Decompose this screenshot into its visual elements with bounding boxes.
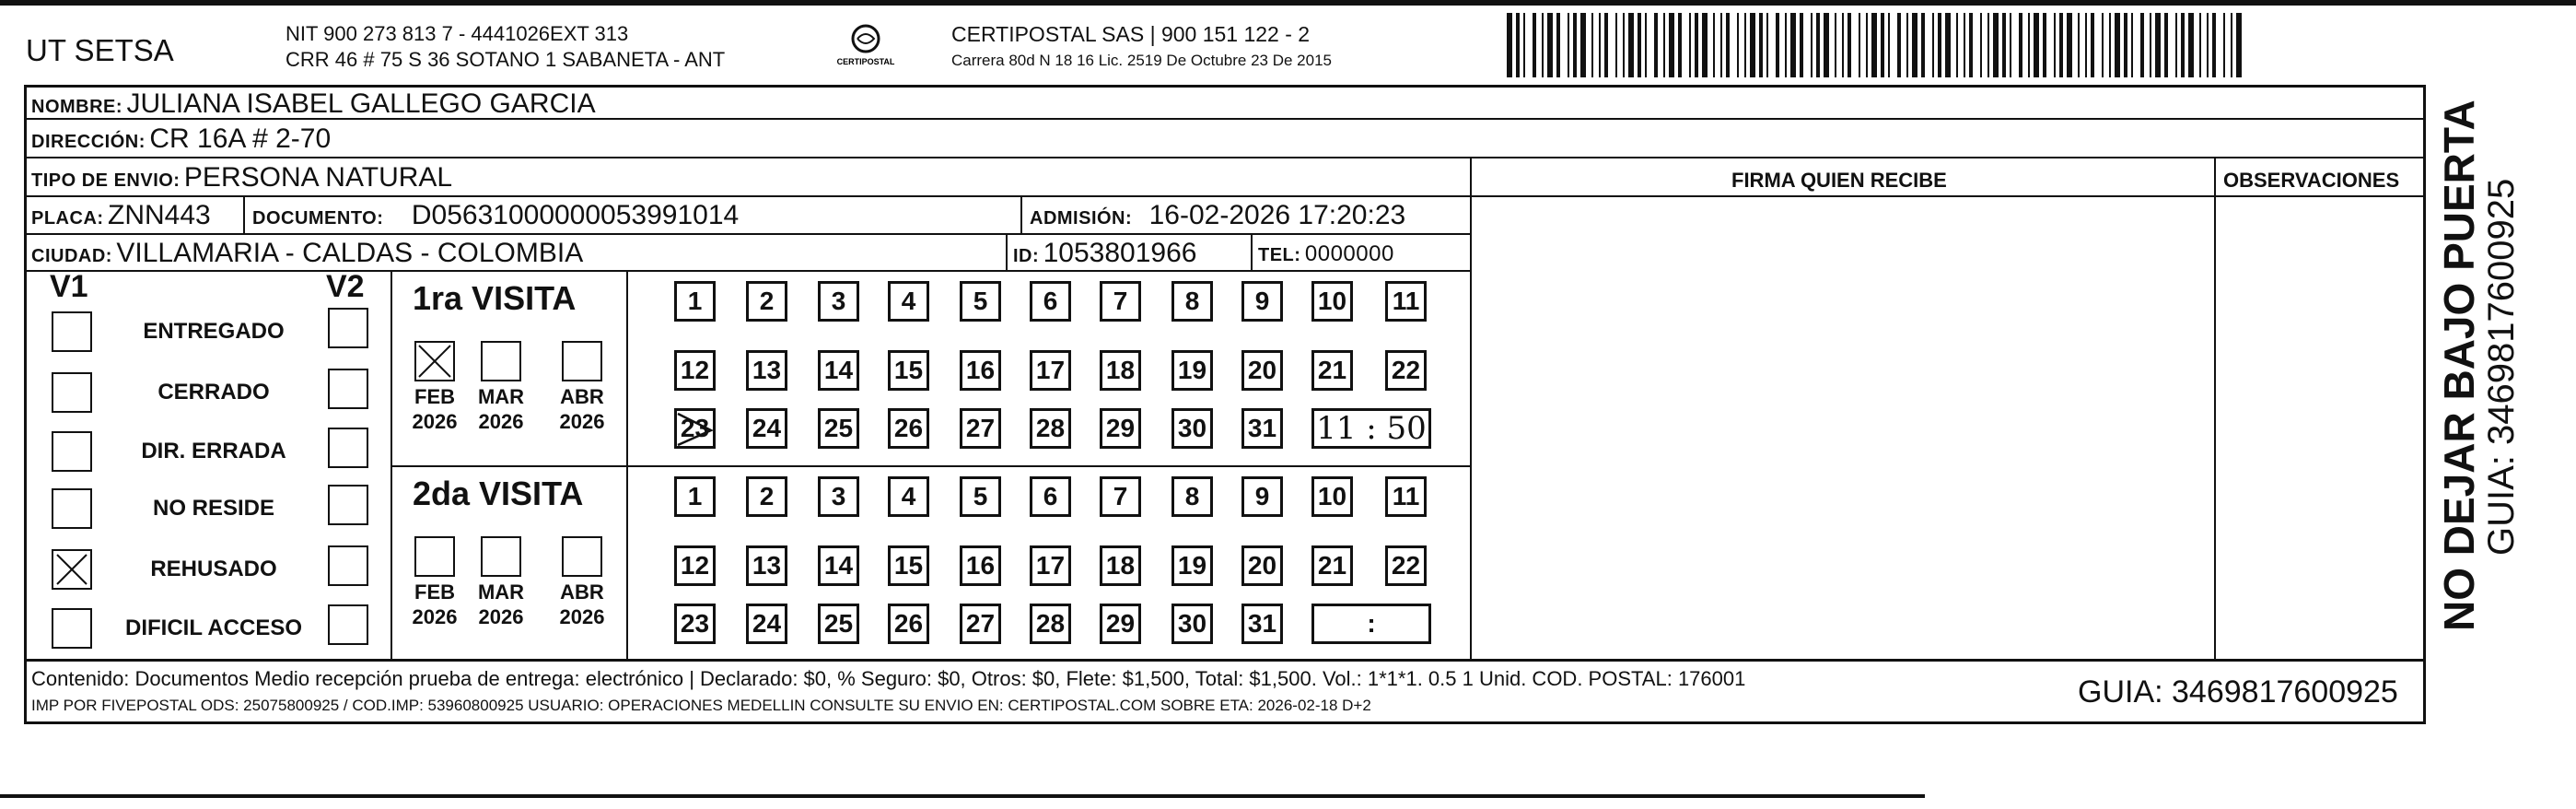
day-box[interactable]: 12 — [674, 545, 716, 586]
day-box[interactable]: 8 — [1171, 281, 1213, 322]
day-box[interactable]: 11 — [1385, 476, 1427, 517]
day-box[interactable]: 13 — [746, 545, 787, 586]
visit-title: 2da VISITA — [413, 475, 584, 512]
day-box[interactable]: 28 — [1030, 408, 1071, 449]
day-box[interactable]: 31 — [1241, 604, 1283, 644]
day-box[interactable]: 29 — [1100, 408, 1141, 449]
day-box[interactable]: 20 — [1241, 350, 1283, 391]
day-box[interactable]: 15 — [888, 350, 929, 391]
day-box[interactable]: 7 — [1100, 281, 1141, 322]
day-box[interactable]: 24 — [746, 408, 787, 449]
tipo-value: PERSONA NATURAL — [183, 162, 453, 193]
documento-label: DOCUMENTO: — [252, 208, 384, 229]
day-box[interactable]: 26 — [888, 604, 929, 644]
day-box[interactable]: 16 — [960, 545, 1001, 586]
tipo-row — [31, 162, 452, 193]
top-rule — [0, 0, 2576, 6]
day-box[interactable]: 31 — [1241, 408, 1283, 449]
day-box[interactable]: 27 — [960, 408, 1001, 449]
year-label: 2026 — [412, 605, 458, 628]
side-warning: NO DEJAR BAJO PUERTA — [2435, 100, 2483, 631]
day-mark — [674, 408, 716, 453]
direccion-value: CR 16A # 2-70 — [149, 123, 332, 154]
v2-checkbox[interactable] — [328, 604, 368, 645]
company-nit: NIT 900 273 813 7 - 4441026EXT 313 — [286, 22, 629, 45]
year-label: 2026 — [412, 410, 458, 433]
day-box[interactable]: 25 — [818, 604, 859, 644]
day-box[interactable]: 19 — [1171, 545, 1213, 586]
status-label: DIFICIL ACCESO — [124, 616, 302, 640]
v2-checkbox[interactable] — [328, 369, 368, 409]
day-box[interactable]: 11 — [1385, 281, 1427, 322]
v2-checkbox[interactable] — [328, 308, 368, 348]
visit-time[interactable]: 11 : 50 — [1311, 408, 1431, 449]
day-box[interactable]: 16 — [960, 350, 1001, 391]
day-box[interactable]: 12 — [674, 350, 716, 391]
day-box[interactable]: 9 — [1241, 476, 1283, 517]
tel-value: 0000000 — [1304, 241, 1394, 266]
month-label: FEB — [414, 580, 455, 604]
day-box[interactable]: 14 — [818, 350, 859, 391]
day-box[interactable]: 7 — [1100, 476, 1141, 517]
v2-checkbox[interactable] — [328, 428, 368, 468]
tel-field — [1258, 241, 1394, 267]
company-name: UT SETSA — [26, 33, 174, 67]
direccion-row — [31, 123, 331, 155]
day-box[interactable]: 27 — [960, 604, 1001, 644]
admision-label: ADMISIÓN: — [1030, 208, 1133, 229]
v1-checkbox[interactable] — [52, 372, 92, 413]
courier-address: Carrera 80d N 18 16 Lic. 2519 De Octubre 23 De 2015 — [951, 52, 1332, 69]
day-box[interactable]: 17 — [1030, 350, 1071, 391]
year-label: 2026 — [559, 605, 605, 628]
day-box[interactable]: 1 — [674, 476, 716, 517]
day-box[interactable]: 22 — [1385, 545, 1427, 586]
documento-value: D05631000000053991014 — [411, 200, 740, 230]
id-value: 1053801966 — [1043, 238, 1197, 268]
visit-time[interactable]: : — [1311, 604, 1431, 644]
tipo-label: TIPO DE ENVIO: — [31, 170, 181, 191]
bottom-rule — [0, 794, 1925, 798]
day-box[interactable]: 15 — [888, 545, 929, 586]
month-label: ABR — [560, 385, 604, 408]
day-box[interactable]: 4 — [888, 476, 929, 517]
footer-guia: GUIA: 3469817600925 — [2078, 674, 2398, 709]
admision-value: 16-02-2026 17:20:23 — [1148, 200, 1406, 230]
svg-text:CERTIPOSTAL: CERTIPOSTAL — [836, 57, 895, 66]
day-box[interactable]: 28 — [1030, 604, 1071, 644]
day-box[interactable]: 4 — [888, 281, 929, 322]
month-checkbox[interactable] — [562, 536, 602, 577]
nombre-label: NOMBRE: — [31, 97, 123, 117]
month-checkbox[interactable] — [562, 341, 602, 381]
v1-checkbox[interactable] — [52, 488, 92, 529]
day-box[interactable]: 23 — [674, 408, 716, 449]
day-box[interactable]: 6 — [1030, 476, 1071, 517]
ciudad-value: VILLAMARIA - CALDAS - COLOMBIA — [116, 238, 584, 268]
placa-field — [31, 200, 211, 231]
month-checkbox[interactable] — [481, 536, 521, 577]
v2-checkbox[interactable] — [328, 545, 368, 586]
footer-contenido: Contenido: Documentos Medio recepción prueba de entrega: electrónico | Declarado: $0, % Seguro: $0, Otros: $0, Flete: $1,500, Total: $1,500. Vol.: 1*1*1. 0.5 1 Unid. COD. POSTAL: 176001 — [31, 667, 1746, 690]
day-box[interactable]: 2 — [746, 281, 787, 322]
day-box[interactable]: 23 — [674, 604, 716, 644]
day-box[interactable]: 21 — [1311, 350, 1353, 391]
day-box[interactable]: 6 — [1030, 281, 1071, 322]
year-label: 2026 — [559, 410, 605, 433]
placa-label: PLACA: — [31, 208, 104, 229]
status-label: REHUSADO — [150, 557, 277, 581]
status-label: ENTREGADO — [143, 319, 285, 344]
day-box[interactable]: 30 — [1171, 408, 1213, 449]
observaciones-label: OBSERVACIONES — [2223, 169, 2400, 192]
day-box[interactable]: 14 — [818, 545, 859, 586]
side-guia: GUIA: 3469817600925 — [2481, 178, 2522, 556]
v2-header: V2 — [326, 269, 365, 304]
footer-imp: IMP POR FIVEPOSTAL ODS: 25075800925 / COD.IMP: 53960800925 USUARIO: OPERACIONES MEDELLIN CONSULTE SU ENVIO EN: CERTIPOSTAL.COM SOBRE ETA: 2026-02-18 D+2 — [31, 697, 1371, 714]
nombre-row — [31, 88, 596, 120]
v2-checkbox[interactable] — [328, 485, 368, 525]
month-label: ABR — [560, 580, 604, 604]
year-label: 2026 — [478, 605, 524, 628]
year-label: 2026 — [478, 410, 524, 433]
day-box[interactable]: 1 — [674, 281, 716, 322]
direccion-label: DIRECCIÓN: — [31, 132, 146, 152]
day-box[interactable]: 10 — [1311, 281, 1353, 322]
day-box[interactable]: 5 — [960, 281, 1001, 322]
day-box[interactable]: 10 — [1311, 476, 1353, 517]
day-box[interactable]: 24 — [746, 604, 787, 644]
day-box[interactable]: 30 — [1171, 604, 1213, 644]
status-label: NO RESIDE — [152, 496, 275, 521]
day-box[interactable]: 17 — [1030, 545, 1071, 586]
day-box[interactable]: 19 — [1171, 350, 1213, 391]
day-box[interactable]: 22 — [1385, 350, 1427, 391]
v1-header: V1 — [50, 269, 88, 304]
tel-label: TEL: — [1258, 245, 1301, 265]
day-box[interactable]: 5 — [960, 476, 1001, 517]
day-box[interactable]: 9 — [1241, 281, 1283, 322]
status-label: CERRADO — [157, 380, 270, 404]
month-checkbox[interactable] — [414, 536, 455, 577]
v1-checkbox[interactable] — [52, 431, 92, 472]
day-box[interactable]: 21 — [1311, 545, 1353, 586]
admision-field — [1030, 200, 1405, 231]
day-box[interactable]: 29 — [1100, 604, 1141, 644]
month-checkbox[interactable] — [414, 341, 455, 381]
courier-name: CERTIPOSTAL SAS | 900 151 122 - 2 — [951, 22, 1311, 46]
nombre-value: JULIANA ISABEL GALLEGO GARCIA — [126, 88, 596, 119]
day-box[interactable]: 26 — [888, 408, 929, 449]
status-label: DIR. ERRADA — [141, 439, 286, 463]
certipostal-logo — [833, 22, 898, 74]
day-box[interactable]: 8 — [1171, 476, 1213, 517]
v1-checkbox[interactable] — [52, 311, 92, 352]
company-address: CRR 46 # 75 S 36 SOTANO 1 SABANETA - ANT — [286, 48, 726, 71]
day-box[interactable]: 13 — [746, 350, 787, 391]
month-label: MAR — [477, 385, 525, 408]
day-box[interactable]: 18 — [1100, 350, 1141, 391]
day-box[interactable]: 3 — [818, 476, 859, 517]
month-label: FEB — [414, 385, 455, 408]
ciudad-field — [31, 238, 583, 269]
firma-label: FIRMA QUIEN RECIBE — [1731, 169, 1947, 192]
day-box[interactable]: 20 — [1241, 545, 1283, 586]
month-checkbox[interactable] — [481, 341, 521, 381]
day-box[interactable]: 18 — [1100, 545, 1141, 586]
day-box[interactable]: 2 — [746, 476, 787, 517]
ciudad-label: CIUDAD: — [31, 246, 112, 266]
v1-checkbox[interactable] — [52, 608, 92, 649]
placa-value: ZNN443 — [108, 200, 211, 230]
barcode — [1507, 13, 2244, 77]
day-box[interactable]: 3 — [818, 281, 859, 322]
day-box[interactable]: 25 — [818, 408, 859, 449]
id-label: ID: — [1013, 246, 1040, 266]
month-label: MAR — [477, 580, 525, 604]
documento-field — [252, 200, 739, 231]
visit-title: 1ra VISITA — [413, 279, 577, 317]
v1-checkbox[interactable] — [52, 549, 92, 590]
id-field — [1013, 238, 1196, 269]
